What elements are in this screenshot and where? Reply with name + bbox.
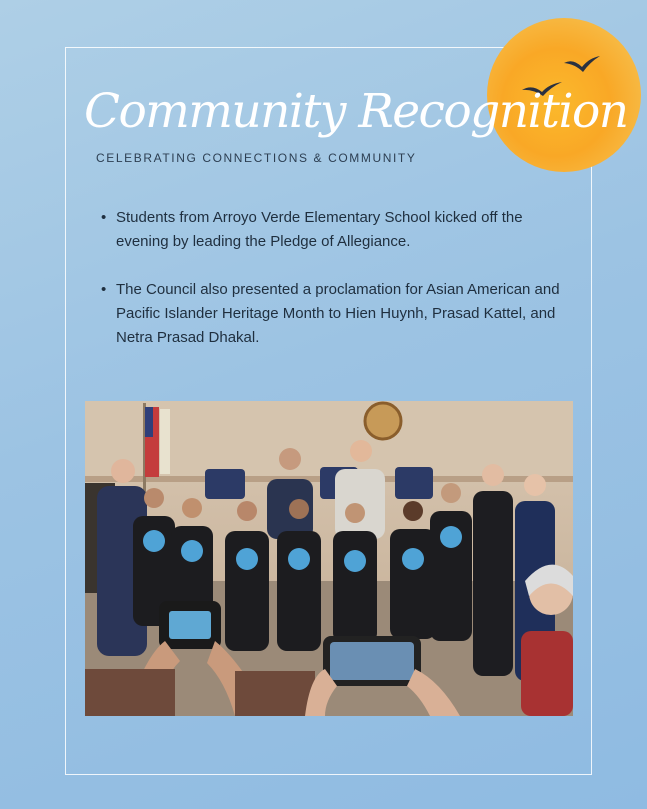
- group-photo: [85, 401, 573, 716]
- bullet-item: • The Council also presented a proclamation for Asian American and Pacific Islander Heritage Month to Hien Huynh, Prasad Kattel, and Netra Prasad Dhakal.: [116, 278, 566, 350]
- bird-icon: [563, 55, 601, 75]
- city-seal-icon: [365, 403, 401, 439]
- page-title: Community Recognition: [84, 84, 628, 139]
- state-flag-icon: [160, 409, 170, 474]
- page-subtitle: CELEBRATING CONNECTIONS & COMMUNITY: [96, 151, 417, 165]
- bullet-list: [116, 206, 566, 374]
- adult-figure: [521, 565, 573, 716]
- photo-illustration: [85, 401, 573, 716]
- bullet-item: • Students from Arroyo Verde Elementary School kicked off the evening by leading the Pledge of Allegiance.: [116, 206, 566, 254]
- adult-figure: [473, 464, 513, 676]
